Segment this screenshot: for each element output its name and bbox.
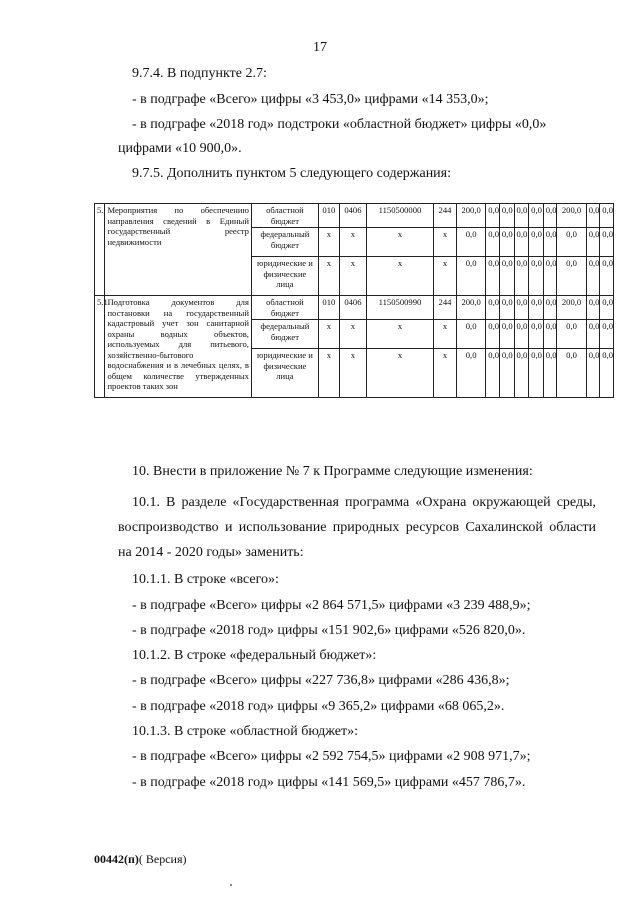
table-cell: x [339, 320, 366, 349]
table-cell: 1150500990 [367, 296, 434, 320]
table-cell: x [318, 257, 339, 296]
table-cell: 0,0 [586, 349, 600, 398]
table-cell: 010 [318, 296, 339, 320]
table-cell: x [339, 257, 366, 296]
paragraph: 10. Внести в приложение № 7 к Программе следующие изменения: [132, 464, 533, 479]
paragraph: цифрами «10 900,0». [118, 141, 242, 156]
table-cell: 0,0 [600, 349, 614, 398]
table-cell: x [318, 228, 339, 257]
paragraph: 9.7.5. Дополнить пунктом 5 следующего содержания: [132, 166, 452, 181]
paragraph: - в подграфе «Всего» цифры «3 453,0» цифрами «14 353,0»; [132, 92, 489, 107]
table-cell: x [339, 349, 366, 398]
table-cell: x [367, 320, 434, 349]
document-version: ( Версия) [138, 852, 187, 866]
table-cell: 0,0 [529, 320, 544, 349]
document-code: 00442(п) [94, 852, 139, 866]
table-cell: 0,0 [499, 296, 514, 320]
table-cell: 0,0 [586, 204, 600, 228]
table-cell: 0,0 [543, 296, 557, 320]
table-cell: 0,0 [557, 349, 586, 398]
table-cell: 0,0 [543, 349, 557, 398]
table-cell: 0,0 [486, 320, 500, 349]
table-cell: 0,0 [529, 349, 544, 398]
funding-source: юридические и физические лица [251, 349, 318, 398]
paragraph-block [118, 490, 596, 565]
table-cell: 0,0 [456, 228, 485, 257]
table-cell: 0,0 [529, 257, 544, 296]
table-cell: 0,0 [486, 228, 500, 257]
table-row [95, 204, 614, 228]
table-cell: x [367, 228, 434, 257]
table-cell: 0406 [339, 296, 366, 320]
table-cell: 0,0 [600, 257, 614, 296]
table-cell: 0,0 [557, 228, 586, 257]
table-cell: 0,0 [600, 228, 614, 257]
table-cell: 0,0 [543, 204, 557, 228]
table-cell: 0,0 [486, 257, 500, 296]
table-cell: 0,0 [514, 296, 529, 320]
table-cell: 200,0 [456, 296, 485, 320]
table-cell: 0406 [339, 204, 366, 228]
paragraph: - в подграфе «2018 год» цифры «151 902,6» цифрами «526 820,0». [132, 623, 526, 638]
table-cell: x [318, 349, 339, 398]
table-cell: 0,0 [486, 204, 500, 228]
table-cell: 0,0 [600, 296, 614, 320]
table-cell: 0,0 [456, 349, 485, 398]
table-cell: 244 [433, 296, 456, 320]
table-cell: 0,0 [499, 228, 514, 257]
table-cell: 0,0 [529, 228, 544, 257]
table-cell: 0,0 [514, 257, 529, 296]
table-cell: x [433, 320, 456, 349]
table-cell: 0,0 [456, 320, 485, 349]
paragraph: - в подграфе «Всего» цифры «2 592 754,5» цифрами «2 908 971,7»; [132, 749, 531, 764]
table-cell: 0,0 [499, 204, 514, 228]
paragraph: 10.1.3. В строке «областной бюджет»: [132, 724, 359, 739]
table-cell: 200,0 [557, 204, 586, 228]
funding-source: федеральный бюджет [251, 228, 318, 257]
table-cell: 0,0 [586, 257, 600, 296]
table-cell: 0,0 [514, 320, 529, 349]
document-footer [94, 852, 187, 867]
table-cell: 0,0 [543, 257, 557, 296]
table-cell: 244 [433, 204, 456, 228]
measure-description: Мероприятия по обеспечению направления сведений в Единый государственный реестр недвижимости [105, 204, 251, 296]
paragraph: - в подграфе «2018 год» подстроки «областной бюджет» цифры «0,0» [132, 117, 547, 132]
page-number: 17 [313, 40, 327, 55]
row-number: 5.1 [95, 296, 105, 398]
paragraph: 10.1. В разделе «Государственная программа «Охрана окружающей среды, воспроизводство и использование природных ресурсов Сахалинской области на 2014 - 2020 годы» заменить: [118, 495, 596, 560]
table-cell: 0,0 [557, 257, 586, 296]
table-cell: x [339, 228, 366, 257]
table-cell: 0,0 [600, 204, 614, 228]
table-cell: 0,0 [514, 349, 529, 398]
table-cell: 200,0 [456, 204, 485, 228]
table-cell: x [433, 349, 456, 398]
table-cell: 0,0 [529, 296, 544, 320]
paragraph: - в подграфе «Всего» цифры «2 864 571,5» цифрами «3 239 488,9»; [132, 598, 531, 613]
table-cell: 0,0 [586, 228, 600, 257]
table-cell: 0,0 [529, 204, 544, 228]
scan-dot [230, 884, 232, 886]
table-cell: 1150500000 [367, 204, 434, 228]
table-cell: 0,0 [514, 228, 529, 257]
table-cell: 0,0 [600, 320, 614, 349]
table-cell: x [433, 257, 456, 296]
table-cell: x [318, 320, 339, 349]
table-cell: 0,0 [456, 257, 485, 296]
table-cell: 010 [318, 204, 339, 228]
table-row [95, 296, 614, 320]
table-cell: 0,0 [586, 296, 600, 320]
paragraph: - в подграфе «2018 год» цифры «141 569,5» цифрами «457 786,7». [132, 775, 526, 790]
table-cell: 0,0 [499, 257, 514, 296]
funding-source: федеральный бюджет [251, 320, 318, 349]
table-cell: 0,0 [557, 320, 586, 349]
table-cell: 0,0 [499, 349, 514, 398]
table-cell: x [367, 257, 434, 296]
table-cell: 0,0 [586, 320, 600, 349]
table-cell: 0,0 [543, 320, 557, 349]
table-cell: 0,0 [499, 320, 514, 349]
table-cell: 0,0 [514, 204, 529, 228]
budget-table [94, 203, 614, 398]
measure-description: Подготовка документов для постановки на государственный кадастровый учет зон санитарной охраны водных объектов, используемых для питьевого, хозяйственно-бытового водоснабжения и в лечебных целях, в общем количестве утвержденных проектов таких зон [105, 296, 251, 398]
paragraph: 9.7.4. В подпункте 2.7: [132, 66, 267, 81]
table-cell: 0,0 [543, 228, 557, 257]
paragraph: 10.1.1. В строке «всего»: [132, 572, 279, 587]
table-cell: 0,0 [486, 296, 500, 320]
funding-source: областной бюджет [251, 204, 318, 228]
funding-source: областной бюджет [251, 296, 318, 320]
table-cell: 200,0 [557, 296, 586, 320]
paragraph: - в подграфе «Всего» цифры «227 736,8» цифрами «286 436,8»; [132, 673, 510, 688]
paragraph: 10.1.2. В строке «федеральный бюджет»: [132, 648, 377, 663]
funding-source: юридические и физические лица [251, 257, 318, 296]
row-number: 5. [95, 204, 105, 296]
table-cell: x [433, 228, 456, 257]
paragraph: - в подграфе «2018 год» цифры «9 365,2» цифрами «68 065,2». [132, 699, 505, 714]
table-cell: x [367, 349, 434, 398]
table-cell: 0,0 [486, 349, 500, 398]
